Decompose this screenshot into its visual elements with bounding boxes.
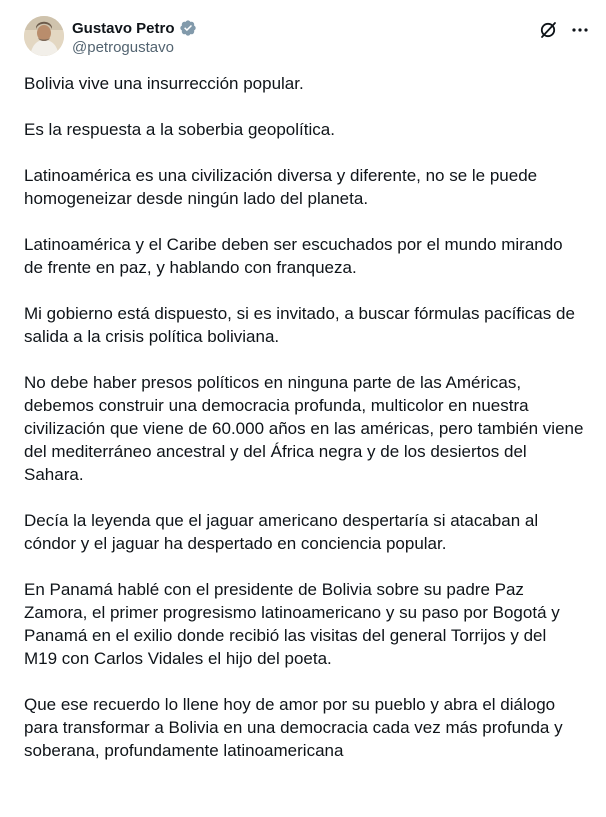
tweet-paragraph: Es la respuesta a la soberbia geopolítica. [24,120,335,139]
tweet-actions [538,20,590,40]
verified-badge-icon[interactable] [179,19,197,37]
author-names [72,18,197,56]
tweet-paragraph: Latinoamérica es una civilización diversa y diferente, no se le puede homogeneizar desde ningún lado del planeta. [24,166,538,208]
grok-icon[interactable] [538,20,558,40]
tweet-paragraph: Que ese recuerdo lo llene hoy de amor por su pueblo y abra el diálogo para transformar a Bolivia en una democracia cada vez más profunda y soberana, profundamente latinoamericana [24,695,563,760]
more-options-icon[interactable] [570,20,590,40]
display-name[interactable]: Gustavo Petro [72,19,175,37]
avatar-image [24,16,64,56]
tweet-paragraph: No debe haber presos políticos en ninguna parte de las Américas, debemos construir una democracia profunda, multicolor en nuestra civilización que viene de 60.000 años en las américas, pero también viene del mediterráneo ancestral y del África negra y de los desiertos del Sahara. [24,373,584,484]
tweet-paragraph: En Panamá hablé con el presidente de Bolivia sobre su padre Paz Zamora, el primer progresismo latinoamericano y su paso por Bogotá y Panamá en el exilio donde recibió las visitas del general Torrijos y del M19 con Carlos Vidales el hijo del poeta. [24,580,560,668]
tweet-text [24,72,584,785]
display-name-row [72,18,197,38]
tweet-header [24,16,594,60]
tweet-paragraph: Latinoamérica y el Caribe deben ser escuchados por el mundo mirando de frente en paz, y hablando con franqueza. [24,235,563,277]
tweet-paragraph: Bolivia vive una insurrección popular. [24,74,304,93]
handle[interactable]: @petrogustavo [72,39,174,56]
tweet-paragraph: Mi gobierno está dispuesto, si es invitado, a buscar fórmulas pacíficas de salida a la crisis política boliviana. [24,304,575,346]
avatar[interactable] [24,16,64,56]
tweet-paragraph: Decía la leyenda que el jaguar americano despertaría si atacaban al cóndor y el jaguar ha despertado en conciencia popular. [24,511,539,553]
